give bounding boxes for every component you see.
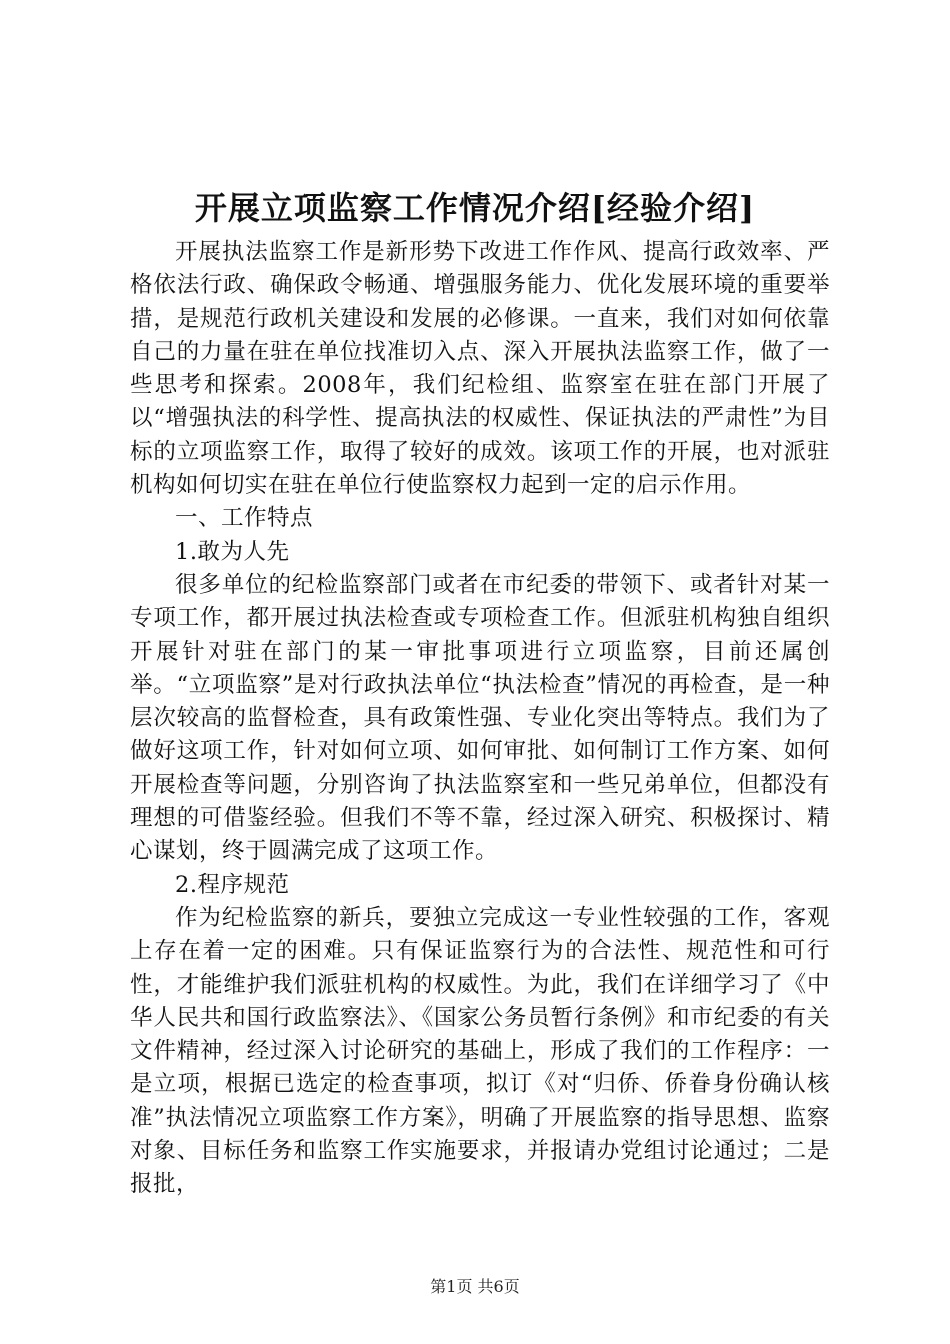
paragraph-intro: 开展执法监察工作是新形势下改进工作作风、提高行政效率、严格依法行政、确保政令畅通、增强服务能力、优化发展环境的重要举措，是规范行政机关建设和发展的必修课。一直来，我们对如何依靠自己的力量在驻在单位找准切入点、深入开展执法监察工作，做了一些思考和探索。2008年，我们纪检组、监察室在驻在部门开展了以“增强执法的科学性、提高执法的权威性、保证执法的严肃性”为目标的立项监察工作，取得了较好的成效。该项工作的开展，也对派驻机构如何切实在驻在单位行使监察权力起到一定的启示作用。 <box>130 239 830 499</box>
page-number-footer: 第1页 共6页 <box>430 1277 520 1296</box>
document-title: 开展立项监察工作情况介绍[经验介绍] <box>194 189 756 227</box>
document-body <box>130 236 830 1202</box>
subheading-standard-procedure: 2.程序规范 <box>175 871 290 898</box>
section-heading-work-features: 一、工作特点 <box>175 505 314 532</box>
paragraph-standard-procedure: 作为纪检监察的新兵，要独立完成这一专业性较强的工作，客观上存在着一定的困难。只有保证监察行为的合法性、规范性和可行性，才能维护我们派驻机构的权威性。为此，我们在详细学习了《中华人民共和国行政监察法》、《国家公务员暂行条例》和市纪委的有关文件精神，经过深入讨论研究的基础上，形成了我们的工作程序：一是立项，根据已选定的检查事项，拟订《对“归侨、侨眷身份确认核准”执法情况立项监察工作方案》，明确了开展监察的指导思想、监察对象、目标任务和监察工作实施要求，并报请办党组讨论通过；二是报批， <box>130 904 830 1198</box>
subheading-pioneering: 1.敢为人先 <box>175 538 290 565</box>
paragraph-pioneering: 很多单位的纪检监察部门或者在市纪委的带领下、或者针对某一专项工作，都开展过执法检查或专项检查工作。但派驻机构独自组织开展针对驻在部门的某一审批事项进行立项监察，目前还属创举。“立项监察”是对行政执法单位“执法检查”情况的再检查，是一种层次较高的监督检查，具有政策性强、专业化突出等特点。我们为了做好这项工作，针对如何立项、如何审批、如何制订工作方案、如何开展检查等问题，分别咨询了执法监察室和一些兄弟单位，但都没有理想的可借鉴经验。但我们不等不靠，经过深入研究、积极探讨、精心谋划，终于圆满完成了这项工作。 <box>130 571 830 865</box>
